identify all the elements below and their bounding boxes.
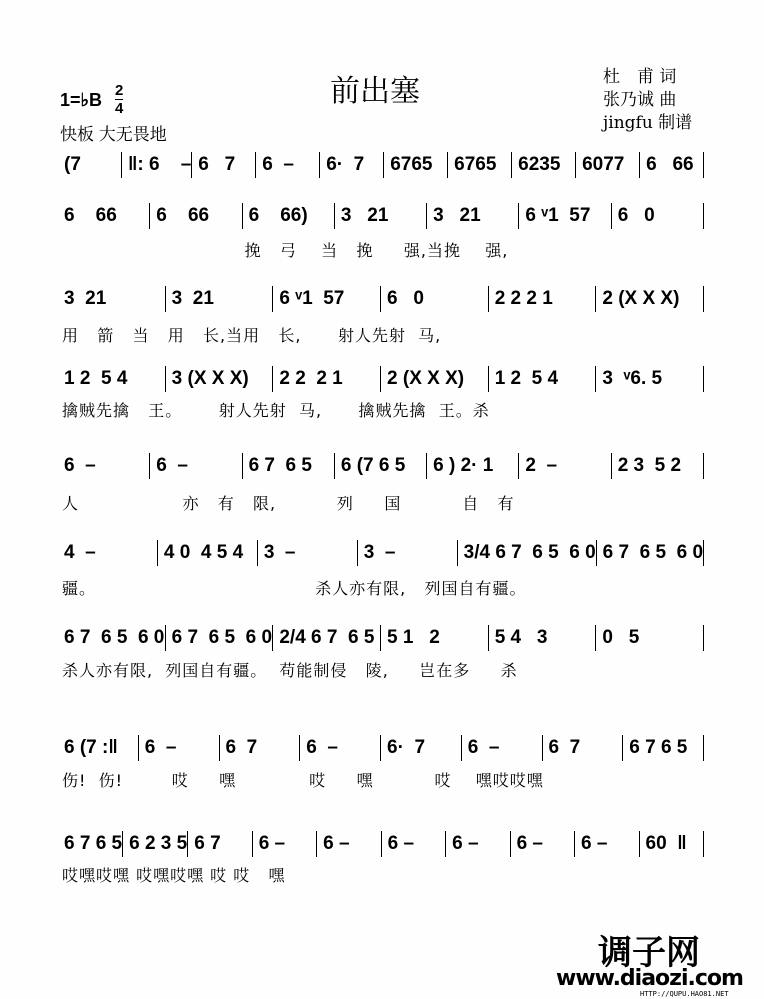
bar-line xyxy=(703,286,704,312)
measure: 1 2 5 4 xyxy=(494,368,559,389)
time-numerator: 2 xyxy=(115,82,124,99)
measure: 6 7 6 5 xyxy=(629,737,688,758)
measure: 6· 7 xyxy=(387,737,426,758)
notation-row xyxy=(58,366,704,392)
lyrics-line: 伤! 伤! 哎 嘿 哎 嘿 哎 嘿哎哎嘿 xyxy=(62,771,544,790)
lyrics-line: 人 亦 有 限, 列 国 自 有 xyxy=(62,494,515,513)
measure: 2 – xyxy=(525,455,558,476)
transcriber: jingfu 制谱 xyxy=(603,113,693,133)
measure: 5 4 3 xyxy=(494,627,548,648)
measure: 6765 xyxy=(454,154,497,175)
time-signature xyxy=(115,82,123,117)
measure: 6 66 xyxy=(646,154,694,175)
measure: 3 (X X X) xyxy=(171,368,249,389)
notation-row xyxy=(58,831,704,857)
measure: 6 – xyxy=(306,737,338,758)
notation-row xyxy=(58,625,704,651)
notation-row xyxy=(58,152,704,178)
tempo-marking: 快板 大无畏地 xyxy=(60,125,167,144)
measure: 6 66 xyxy=(64,205,117,226)
measure: 6 ᵛ1 57 xyxy=(525,205,591,226)
notation-row xyxy=(58,735,704,761)
measure: 3 – xyxy=(263,542,296,563)
measure: 6 7 6 5 xyxy=(64,833,123,854)
measure: 6 7 xyxy=(548,737,581,758)
measure: 6 – xyxy=(387,833,415,854)
measure: 3 ᵛ6. 5 xyxy=(602,368,663,389)
measure: 6765 xyxy=(390,154,433,175)
watermark-url: www.diaozi.com xyxy=(556,966,743,991)
measure: 0 5 xyxy=(602,627,640,648)
measure: 3 21 xyxy=(64,288,107,309)
measure: 6 (7 :‖ xyxy=(64,737,118,758)
measure: 6 7 6 5 6 0 xyxy=(602,542,704,563)
measure: 2 2 2 1 xyxy=(279,368,343,389)
measure: 3 – xyxy=(363,542,396,563)
measure: 6 ) 2· 1 xyxy=(433,455,494,476)
lyrics-line: 擒贼先擒 王。 射人先射 马, 擒贼先擒 王。杀 xyxy=(62,401,490,420)
measure: 6 – xyxy=(323,833,350,854)
measure: 60 ‖ xyxy=(645,833,687,854)
bar-line xyxy=(703,735,704,761)
measure: 6 7 6 5 6 0 xyxy=(171,627,273,648)
lyrics-line: 挽 弓 当 挽 强,当挽 强, xyxy=(62,241,509,260)
watermark-logo: 调子网 xyxy=(598,933,700,973)
measure: 6 – xyxy=(156,455,188,476)
measure: 6235 xyxy=(518,154,561,175)
measure: 6077 xyxy=(582,154,625,175)
lyrics-line: 杀人亦有限, 列国自有疆。 苟能制侵 陵, 岂在多 杀 xyxy=(62,661,518,680)
lyrics-line: 哎嘿哎嘿 哎嘿哎嘿 哎 哎 嘿 xyxy=(62,866,286,885)
measure: 6 ᵛ1 57 xyxy=(279,288,345,309)
measure: 6 2 3 5 xyxy=(129,833,188,854)
measure: 2 3 5 2 xyxy=(617,455,682,476)
notation-row xyxy=(58,286,704,312)
bar-line xyxy=(703,203,704,229)
notation-row xyxy=(58,540,704,566)
song-title: 前出塞 xyxy=(330,74,420,109)
notation-row xyxy=(58,453,704,479)
measure: 2 2 2 1 xyxy=(494,288,553,309)
time-denominator: 4 xyxy=(115,100,124,117)
measure: 6 0 xyxy=(387,288,424,309)
measure: 2 (X X X) xyxy=(387,368,465,389)
notation-row xyxy=(58,203,704,229)
bar-line xyxy=(703,625,704,651)
measure: 6 – xyxy=(144,737,177,758)
measure: 6 – xyxy=(467,737,500,758)
watermark-sub: HTTP://QUPU.HAO81.NET xyxy=(640,990,729,998)
measure: 6· 7 xyxy=(326,154,365,175)
bar-line xyxy=(703,152,704,178)
composer: 张乃诚 曲 xyxy=(603,90,677,110)
measure: 3/4 6 7 6 5 6 0 xyxy=(463,542,596,563)
measure: 6 7 6 5 6 0 xyxy=(64,627,165,648)
measure: 6 7 xyxy=(194,833,221,854)
measure: 2 (X X X) xyxy=(602,288,680,309)
lyricist: 杜 甫 词 xyxy=(603,67,677,87)
measure: 4 0 4 5 4 xyxy=(163,542,244,563)
measure: 2/4 6 7 6 5 xyxy=(279,627,375,648)
measure: 5 1 2 xyxy=(387,627,440,648)
measure: 3 21 xyxy=(171,288,214,309)
measure: 6 – xyxy=(452,833,479,854)
measure: 6 7 xyxy=(198,154,236,175)
measure: 3 21 xyxy=(433,205,481,226)
measure: 6 – xyxy=(262,154,294,175)
measure: 4 – xyxy=(64,542,96,563)
measure: ‖: 6 – xyxy=(127,154,192,175)
measure: 6 (7 6 5 xyxy=(340,455,406,476)
key-signature: 1=♭B xyxy=(60,90,103,110)
bar-line xyxy=(703,831,704,857)
measure: 6 – xyxy=(516,833,543,854)
lyrics-line: 疆。 杀人亦有限, 列国自有疆。 xyxy=(62,579,527,598)
measure: 6 0 xyxy=(617,205,655,226)
measure: 6 – xyxy=(258,833,286,854)
measure: 6 7 6 5 xyxy=(248,455,312,476)
measure: 3 21 xyxy=(340,205,389,226)
credits xyxy=(603,66,692,135)
measure: 6 66) xyxy=(248,205,308,226)
lyrics-line: 用 箭 当 用 长,当用 长, 射人先射 马, xyxy=(62,326,442,345)
measure: 6 66 xyxy=(156,205,210,226)
bar-line xyxy=(703,453,704,479)
measure: 1 2 5 4 xyxy=(64,368,128,389)
bar-line xyxy=(703,540,704,566)
measure: (7 xyxy=(64,154,81,175)
measure: 6 – xyxy=(64,455,96,476)
bar-line xyxy=(703,366,704,392)
measure: 6 – xyxy=(581,833,608,854)
measure: 6 7 xyxy=(225,737,258,758)
